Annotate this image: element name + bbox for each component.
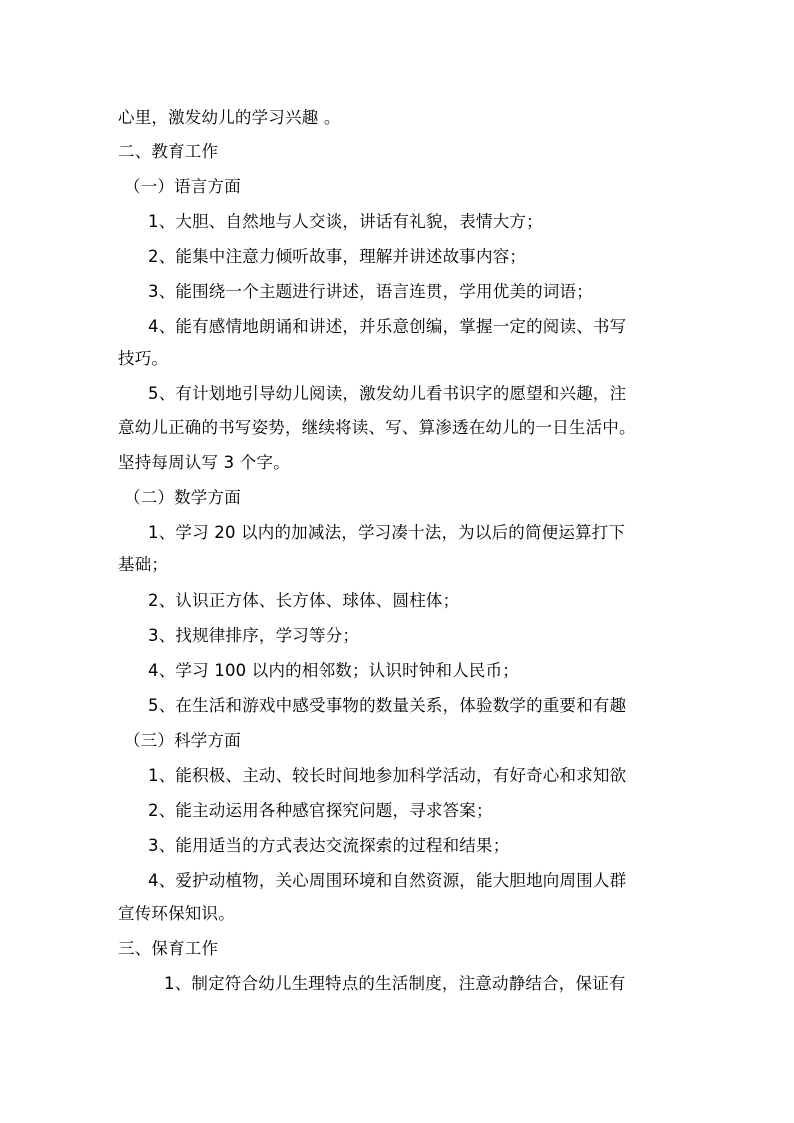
list-item: 1、大胆、自然地与人交谈，讲话有礼貌，表情大方； [148,212,543,231]
section-heading: 二、教育工作 [118,142,219,161]
text-line: 坚持每周认写 3 个字。 [118,453,290,472]
text-line: 技巧。 [118,349,169,368]
list-item: 1、能积极、主动、较长时间地参加科学活动，有好奇心和求知欲 [148,766,627,785]
text-line: 心里，激发幼儿的学习兴趣 。 [118,108,341,127]
list-item: 3、能围绕一个主题进行讲述，语言连贯，学用优美的词语； [148,282,593,301]
list-item: 2、能集中注意力倾听故事，理解并讲述故事内容； [148,247,527,266]
list-item: 5、有计划地引导幼儿阅读，激发幼儿看书识字的愿望和兴趣，注 [148,384,627,403]
subsection-heading: （二）数学方面 [124,488,241,507]
list-item: 1、学习 20 以内的加减法，学习凑十法，为以后的简便运算打下 [148,523,626,542]
text-line: 基础； [118,555,169,574]
text-line: 意幼儿正确的书写姿势，继续将读、写、算渗透在幼儿的一日生活中。 [118,418,636,437]
section-heading: 三、保育工作 [118,939,219,958]
subsection-heading: （一）语言方面 [124,177,241,196]
list-item: 3、找规律排序，学习等分； [148,626,360,645]
text-line: 宣传环保知识。 [118,904,235,923]
list-item: 5、在生活和游戏中感受事物的数量关系，体验数学的重要和有趣 [148,696,627,715]
list-item: 4、爱护动植物，关心周围环境和自然资源，能大胆地向周围人群 [148,871,627,890]
list-item: 1、制定符合幼儿生理特点的生活制度，注意动静结合，保证有 [164,974,626,993]
list-item: 2、认识正方体、长方体、球体、圆柱体； [148,591,460,610]
list-item: 4、学习 100 以内的相邻数；认识时钟和人民币； [148,661,519,680]
subsection-heading: （三）科学方面 [124,731,241,750]
list-item: 2、能主动运用各种感官探究问题，寻求答案； [148,801,493,820]
list-item: 3、能用适当的方式表达交流探索的过程和结果； [148,836,510,855]
list-item: 4、能有感情地朗诵和讲述，并乐意创编，掌握一定的阅读、书写 [148,317,627,336]
